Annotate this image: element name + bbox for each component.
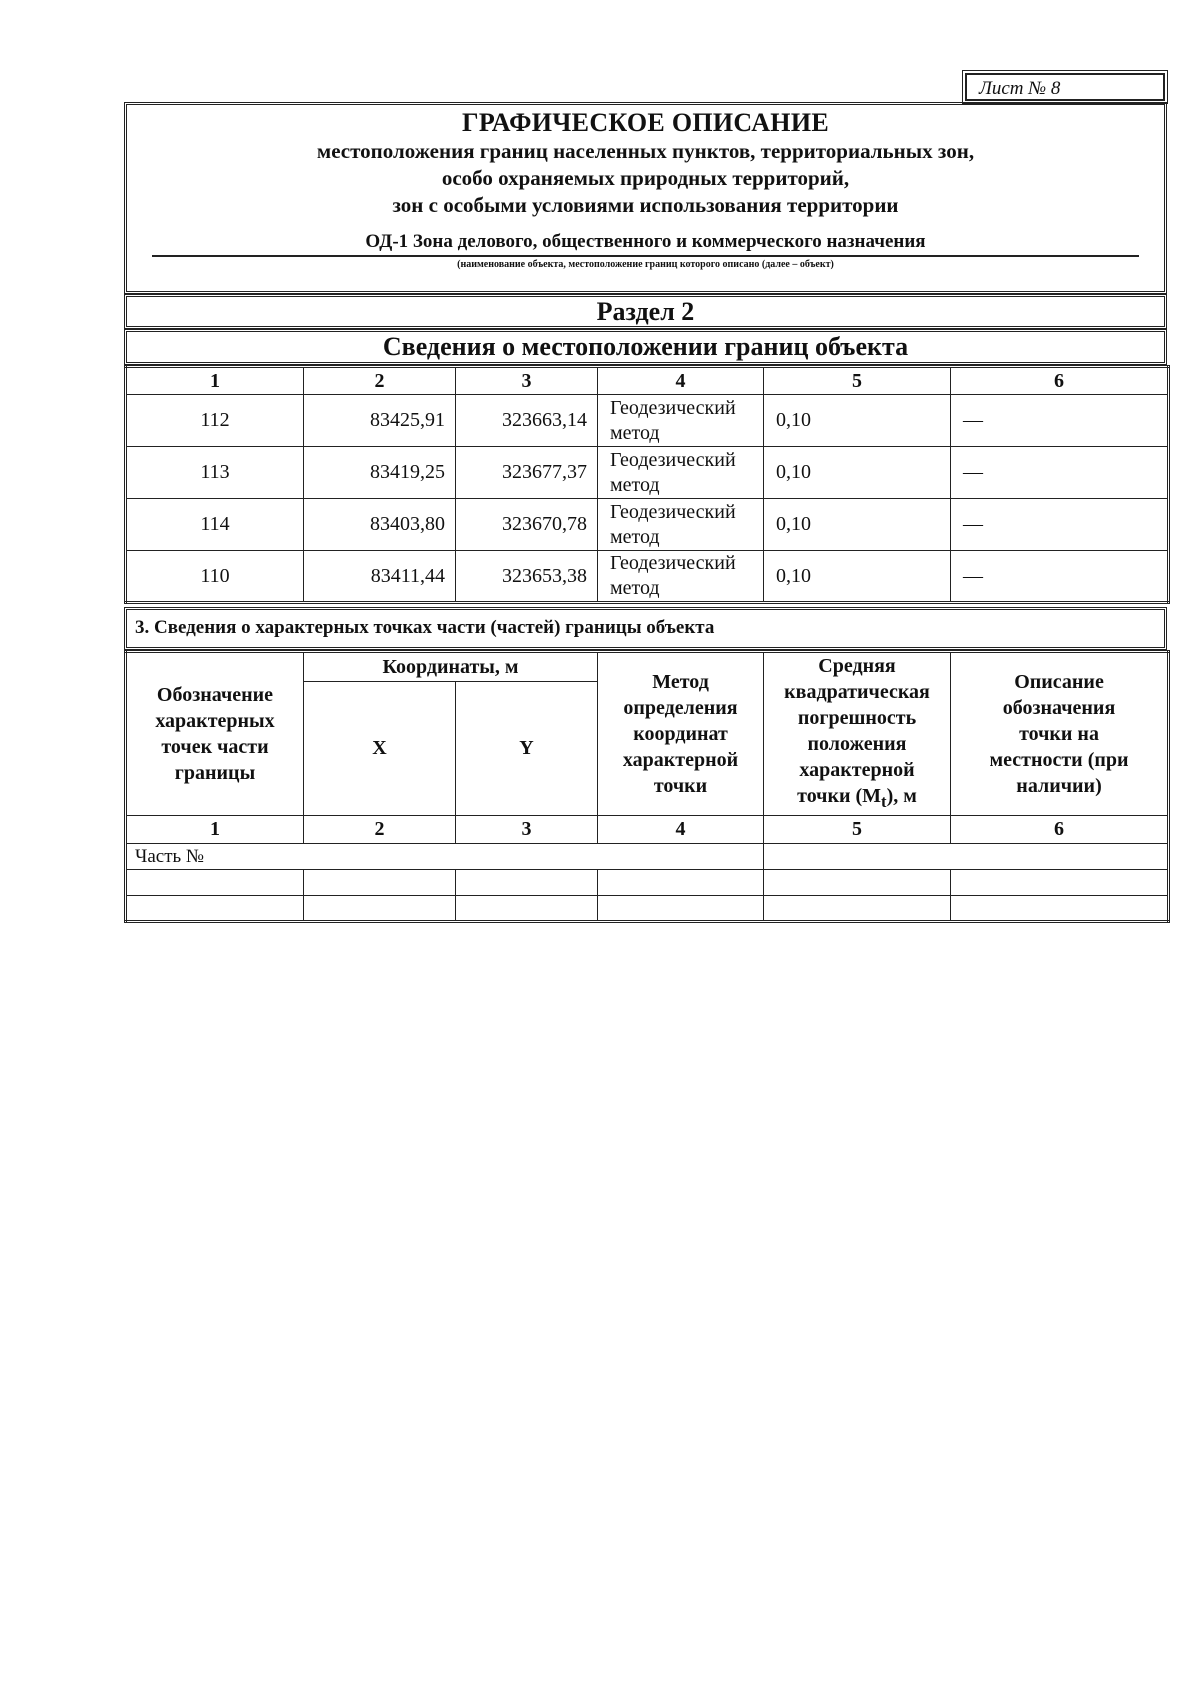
- method-cell: [598, 499, 764, 551]
- x-header: X: [304, 681, 456, 815]
- document-header: [124, 102, 1167, 294]
- method-cell: [598, 551, 764, 603]
- coordinates-header: Координаты, м: [304, 652, 598, 682]
- method-header-line: характерной: [622, 749, 739, 771]
- point-name: 112: [126, 395, 304, 447]
- column-number: 5: [764, 367, 951, 395]
- part-label: Часть №: [126, 844, 764, 870]
- table-row: [126, 447, 1169, 499]
- method-line-2: метод: [610, 473, 660, 496]
- header-row: [126, 652, 1169, 682]
- form-frame: [124, 102, 1167, 912]
- sheet-number: Лист № 8: [979, 78, 1061, 99]
- sheet-number-box: [965, 73, 1165, 101]
- method-line-1: Геодезический: [610, 396, 736, 419]
- error-header-line: квадратическая: [784, 681, 930, 703]
- column-number-row: [126, 367, 1169, 395]
- object-name-underline: [152, 255, 1139, 257]
- column-number: 6: [951, 367, 1169, 395]
- y-coordinate: 323653,38: [456, 551, 598, 603]
- empty-cell: [951, 870, 1169, 896]
- error-header-line: характерной: [799, 759, 915, 781]
- table-row: [126, 551, 1169, 603]
- designation-header-line: границы: [174, 762, 256, 784]
- designation-header: [126, 652, 304, 816]
- position-error: 0,10: [764, 551, 951, 603]
- method-line-2: метод: [610, 421, 660, 444]
- column-number: 3: [456, 816, 598, 844]
- empty-cell: [598, 870, 764, 896]
- empty-cell: [456, 896, 598, 922]
- column-number: 4: [598, 367, 764, 395]
- empty-cell: [126, 896, 304, 922]
- description-header-line: наличии): [1016, 775, 1102, 797]
- table-row: [126, 395, 1169, 447]
- empty-cell: [126, 870, 304, 896]
- empty-cell: [304, 896, 456, 922]
- part-points-table: [124, 650, 1170, 923]
- empty-cell: [456, 870, 598, 896]
- section-subtitle: Сведения о местоположении границ объекта: [124, 329, 1167, 365]
- method-line-1: Геодезический: [610, 500, 736, 523]
- position-error: 0,10: [764, 395, 951, 447]
- error-header-line: положения: [807, 733, 907, 755]
- method-line-1: Геодезический: [610, 552, 736, 574]
- column-number: 1: [126, 367, 304, 395]
- method-line-2: метод: [610, 577, 660, 599]
- table-row: [126, 896, 1169, 922]
- method-header-line: точки: [653, 775, 708, 797]
- error-header-line: точки (M: [797, 785, 882, 807]
- method-header-line: Метод: [652, 671, 709, 693]
- column-number: 4: [598, 816, 764, 844]
- y-coordinate: 323663,14: [456, 395, 598, 447]
- position-error: 0,10: [764, 499, 951, 551]
- column-number: 1: [126, 816, 304, 844]
- table-row: [126, 499, 1169, 551]
- y-coordinate: 323670,78: [456, 499, 598, 551]
- y-coordinate: 323677,37: [456, 447, 598, 499]
- error-header-subscript: t: [881, 792, 887, 811]
- column-number: 2: [304, 816, 456, 844]
- subtitle-line-1: местоположения границ населенных пунктов, территориальных зон,: [316, 139, 975, 163]
- empty-cell: [598, 896, 764, 922]
- description-header: [951, 652, 1169, 816]
- table-row: [126, 870, 1169, 896]
- method-header: [598, 652, 764, 816]
- x-coordinate: 83403,80: [304, 499, 456, 551]
- method-cell: [598, 447, 764, 499]
- column-number: 2: [304, 367, 456, 395]
- empty-cell: [764, 896, 951, 922]
- description-header-line: Описание: [1014, 671, 1104, 693]
- x-coordinate: 83425,91: [304, 395, 456, 447]
- boundary-points-table: [124, 365, 1170, 604]
- point-name: 110: [126, 551, 304, 603]
- method-line-2: метод: [610, 525, 660, 548]
- description-header-line: обозначения: [1002, 697, 1116, 719]
- object-name-caption: (наименование объекта, местоположение границ которого описано (далее – объект): [457, 259, 834, 270]
- section-3-title: 3. Сведения о характерных точках части (частей) границы объекта: [124, 607, 1167, 650]
- x-coordinate: 83411,44: [304, 551, 456, 603]
- method-line-1: Геодезический: [610, 448, 736, 471]
- point-name: 114: [126, 499, 304, 551]
- method-header-line: определения: [623, 697, 738, 719]
- point-description: —: [951, 447, 1169, 499]
- point-description: —: [951, 551, 1169, 603]
- x-coordinate: 83419,25: [304, 447, 456, 499]
- position-error: 0,10: [764, 447, 951, 499]
- point-description: —: [951, 499, 1169, 551]
- column-number: 5: [764, 816, 951, 844]
- error-header-line: ), м: [886, 785, 917, 807]
- error-header-line: погрешность: [797, 707, 917, 729]
- error-header: [764, 652, 951, 816]
- description-header-line: точки на: [1019, 723, 1099, 745]
- designation-header-line: Обозначение: [156, 684, 274, 706]
- object-name: ОД-1 Зона делового, общественного и коммерческого назначения: [365, 231, 926, 252]
- document-title: ГРАФИЧЕСКОЕ ОПИСАНИЕ: [462, 108, 829, 137]
- part-empty-cell: [764, 844, 1169, 870]
- y-header: Y: [456, 681, 598, 815]
- section-title: Раздел 2: [124, 294, 1167, 329]
- subtitle-line-2: особо охраняемых природных территорий,: [441, 166, 850, 190]
- subtitle-line-3: зон с особыми условиями использования территории: [392, 193, 899, 217]
- empty-cell: [951, 896, 1169, 922]
- method-cell: [598, 395, 764, 447]
- designation-header-line: точек части: [161, 736, 269, 758]
- column-number: 3: [456, 367, 598, 395]
- designation-header-line: характерных: [155, 710, 275, 732]
- point-name: 113: [126, 447, 304, 499]
- empty-cell: [764, 870, 951, 896]
- description-header-line: местности (при: [989, 749, 1129, 771]
- method-header-line: координат: [633, 723, 728, 745]
- point-description: —: [951, 395, 1169, 447]
- error-header-line: Средняя: [818, 655, 896, 677]
- part-row: [126, 844, 1169, 870]
- column-number: 6: [951, 816, 1169, 844]
- empty-cell: [304, 870, 456, 896]
- column-number-row: [126, 816, 1169, 844]
